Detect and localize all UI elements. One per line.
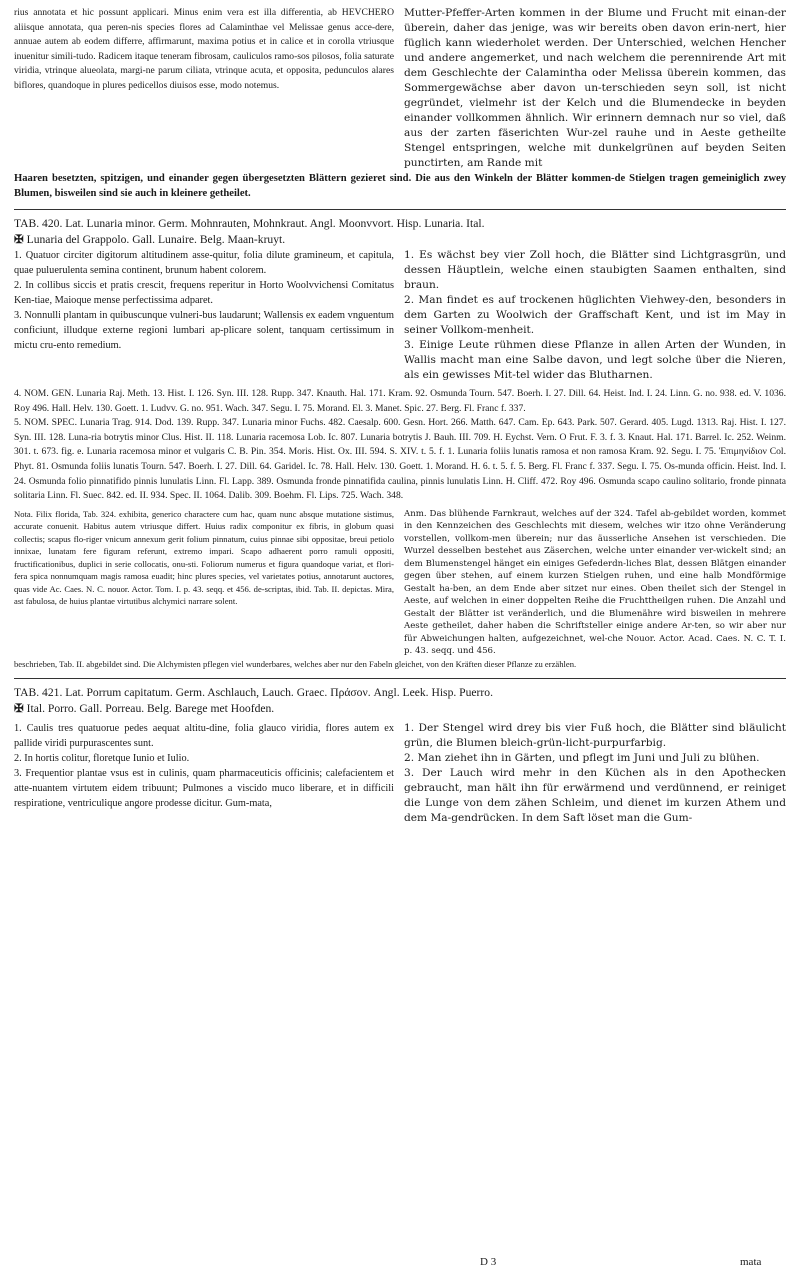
lat-para-2: 2. In hortis colitur, floretque Iunio et Iulio. <box>14 753 190 765</box>
tab-420-header-line2: ✠ Lunaria del Grappolo. Gall. Lunaire. Belg. Maan-kruyt. <box>14 233 286 246</box>
ger-para-3: 3. Der Lauch wird mehr in den Küchen als in den Apothecken gebraucht, man hält ihn für erwärmend und verdünnend, er reiniget die Lunge von dem zähen Schleim, und dienet im kurzen Athem und dem Ma-gendrücken. In dem Saft löset man die Gum- <box>404 767 786 825</box>
german-continuation: Mutter-Pfeffer-Arten kommen in der Blume und Frucht mit einan-der überein, daher das jenige, was wir bereits oben davon erin-nert, hier füglich kann wiederholet werden. Der Unterschied, welchen Hencher und andere angemerket, und nach welchem die perennirende Art mit dem Geschlechte der Calamintha oder Melissa überein kommen, das Sommergewächse aber davon un-terschieden seyn soll, ist nicht gegründet, vielmehr ist der Kelch und die Blumendecke in beyden einander vollkommen ähnlich. Wir erinnern demnach nur so viel, daß aus der zarten fäserichten Wur-zel rauhe und in Aeste getheilte Stengel entspringen, welche mit dunkelgrünen auf beyden Seiten punctirten, am Rande mit <box>404 7 786 169</box>
latin-continuation: rius annotata et hic possunt applicari. Minus enim vera est illa differentia, ab HEVCHERO aliisque annotata, qua peren-nis species flores ad Calaminthae vel Melissae genus acce-dere, annuae autem ab eodem differre, affirmarunt, maxima potius et in calice et in corolla vtriusque inuenitur simili-tudo. Radicem itaque teneram fibrosam, cauliculos ramo-sos pilosos, folia saturate viridia, vtrinque alueolata, margi-ne parum ciliata, vtrinque acuta, et opposita, pedunculos alares biflores, quandoque in plures pedicellos diuisos esse, modo notemus. <box>14 7 394 91</box>
tab-421-latin <box>14 721 394 826</box>
signature-mark: D 3 <box>480 1256 497 1268</box>
tab-421-header: TAB. 421. Lat. Porrum capitatum. Germ. Aschlauch, Lauch. Graec. Πράσον. Angl. Leek. Hisp. Puerro. <box>14 686 493 700</box>
nom-gen: 4. NOM. GEN. Lunaria Raj. Meth. 13. Hist. I. 126. Syn. III. 128. Rupp. 347. Knauth. Hal. 171. Kram. 92. Osmunda Tourn. 547. Boerh. I. 27. Dill. 64. Heist. Ind. I. 24. Linn. G. no. 938. ed. V. 1036. Roy 496. Hall. Helv. 130. Goett. 1. Ludvv. G. no. 951. Wach. 347. Segu. I. 75. Morand. El. 3. Manet. Spic. 27. Berg. Fl. Franc f. 337. <box>14 388 786 414</box>
tab-421-german <box>404 721 786 826</box>
ger-para-1: 1. Es wächst bey vier Zoll hoch, die Blätter sind Lichtgrasgrün, und dessen Häuptlein, welche einen staubigten Saamen enthalten, sind braun. <box>404 249 786 291</box>
tab-420-header: TAB. 420. Lat. Lunaria minor. Germ. Mohnrauten, Mohnkraut. Angl. Moonvvort. Hisp. Lunaria. Ital. <box>14 217 485 230</box>
nota-latin: Nota. Filix florida, Tab. 324. exhibita, generico charactere cum hac, quam nunc absque mutatione sistimus, accurate conuenit. Habitus autem vtriusque differt. Huius radix componitur ex fibris, in globum quasi collectis; scapus flo-riger vnicum annexum gerit folium pinnatum, cuius pinnae sibi oppositae, breui petiolo innixae, lunatam fere figuram referunt, extremo impari. Scapo adhaerent porro ramuli oppositi, fructificationibus, duplici in serie collocatis, onu-sti. Foliorum numerus et figura quandoque variat, et flori-fera spica nonnumquam magis ramosa euadit; hinc plures species, vel varietates potius, annotarunt auctores, quas vide Ac. Caes. N. C. nouor. Actor. Tom. I. p. 43. seqq. et 456. de-scriptas, ibid. Tab. II. depictas. Mira, ast fabulosa, de huius plantae virtutibus alchymici narrare solent. <box>14 508 394 607</box>
german-continuation-full-width: Haaren besetzten, spitzigen, und einander gegen übergesetzten Blättern gezieret sind. Die aus den Winkeln der Blätter kommen-de Stielgen tragen gemeiniglich zwey Blumen, bisweilen sind sie auch in kleinere getheilet. <box>14 173 786 199</box>
cross-icon: ✠ <box>14 233 27 246</box>
tab-421-columns <box>14 721 786 826</box>
tab-421-header-line2: ✠ Ital. Porro. Gall. Porreau. Belg. Barege met Hoofden. <box>14 702 275 716</box>
ger-para-1: 1. Der Stengel wird drey bis vier Fuß hoch, die Blätter sind bläulicht grün, die Blumen bleich-grün-licht-purpurfarbig. <box>404 722 786 750</box>
lat-para-2: 2. In collibus siccis et pratis crescit, frequens reperitur in Horto Woolvvichensi Comitatus Ken-tiae, Maioque mense perfectissima adparet. <box>14 280 394 306</box>
nom-spec: 5. NOM. SPEC. Lunaria Trag. 914. Dod. 139. Rupp. 347. Lunaria minor Fuchs. 482. Caesalp. 600. Gesn. Hort. 266. Matth. 647. Cam. Ep. 643. Park. 507. Gerard. 405. Lugd. 1313. Raj. Hist. I. 127. Syn. III. 128. Luna-ria botrytis minor Clus. Hist. II. 118. Lunaria racemosa Lob. Ic. 807. Lunaria botrytis J. Bauh. III. 709. H. Eychst. Vern. O Frut. F. 3. f. 3. Knaut. Hal. 171. Barrel. Ic. 252. Weinm. 301. t. 673. fig. e. Lunaria racemosa minor et vulgaris C. B. Pin. 354. Moris. Hist. Ox. III. 594. S. XIV. t. 5. f. 1. Lunaria foliis lunatis ramosa et non ramosa Kram. 92. Segu. I. 75. Ἐπιμηνίδιον Col. Phyt. 81. Osmunda foliis lunatis Tourn. 547. Boerh. I. 27. Dill. 64. Garidel. Ic. 78. Hall. Helv. 130. Goett. 1. Morand. H. 6. t. 5. f. 5. Berg. Fl. Franc f. 337. Segu. I. 75. Os-munda officin. Heist. Ind. I. 24. Osmunda folio pinnatifido pinnis lunulatis Linn. Fl. Lapp. 389. Osmunda fronde pinnatifida caulina, pinnis lunulatis Linn. H. Cliff. 472. Roy 496. Osmunda scapo caulino solitario, fronde pinnata solitaria Linn. Fl. Suec. 842. ed. II. 934. Spec. II. 1064. Dalib. 309. Boehm. Fl. Lips. 725. Wach. 348. <box>14 417 786 502</box>
anm-german-continuation: beschrieben, Tab. II. abgebildet sind. Die Alchymisten pflegen viel wunderbares, welches aber nur den Fabeln gleichet, von den Kräften dieser Pflanze zu erzählen. <box>14 658 577 669</box>
lat-para-1: 1. Caulis tres quatuorue pedes aequat altitu-dine, folia glauco viridia, flores autem ex pallide viridi purpurascentes sunt. <box>14 723 394 750</box>
tab-420-columns <box>14 248 786 383</box>
lat-para-1: 1. Quatuor circiter digitorum altitudinem asse-quitur, folia dilute gramineum, et capitula, quae puluerulenta semina continent, brunum habent colorem. <box>14 250 394 276</box>
divider <box>14 209 786 210</box>
ger-para-2: 2. Man ziehet ihn in Gärten, und pflegt im Juni und Juli zu blühen. <box>404 752 760 765</box>
notes-columns <box>14 508 786 658</box>
ger-para-3: 3. Einige Leute rühmen diese Pflanze in allen Arten der Wunden, in Wallis macht man eine Salbe davon, und legt solche über die Nieren, als ein gewisses Mit-tel wider das Blutharnen. <box>404 339 786 381</box>
tab-420-german <box>404 248 786 383</box>
cross-icon: ✠ <box>14 702 27 716</box>
lat-para-3: 3. Frequentior plantae vsus est in culinis, quam pharmaceuticis officinis; calefacientem et atte-nuantem virtutem eidem tribuunt; Pulmones a viscido muco liberare, et in difficili respiratione, ventriculique angore prodesse dicitur. Gum-mata, <box>14 768 394 810</box>
ger-para-2: 2. Man findet es auf trockenen hüglichten Viehwey-den, besonders in dem Garten zu Woolwich der Graffschaft Kent, und ist im May in seiner Vollkom-menheit. <box>404 294 786 336</box>
catchword: mata <box>740 1256 762 1268</box>
divider <box>14 678 786 679</box>
book-page <box>14 6 786 826</box>
lat-para-3: 3. Nonnulli plantam in quibuscunque vulneri-bus laudarunt; Wallensis ex eadem vnguentum conficiunt, illudque externe regioni lumbari ap-plicare solent, tanquam certissimum in mictu cru-ento remedium. <box>14 310 394 351</box>
top-section <box>14 6 786 171</box>
anm-german: Anm. Das blühende Farnkraut, welches auf der 324. Tafel ab-gebildet worden, kommet in den Kennzeichen des Geschlechts mit diesem, welches wir itzo ohne Veränderung vorstellen, vollkom-men überein; nur das äusserliche Ansehen ist verschieden. Die Wurzel desselben bestehet aus Zäserchen, welche unter einander ver-wickelt sind; an dem Blumenstengel hänget ein einiges Gefederdn-liches Blat, dessen Blätgen einander gegen über stehen, auf einem kurzen Stielgen ruhen, und eine halb Mondförmige Gestalt ha-ben, an dem Ende aber sitzet nur eines. Oben theilet sich der Stengel in Aeste, auf welchen in einer doppelten Reihe die Fruchttheilgen ruhen. Die Anzahl und Gestalt der Blätter ist veränderlich, und die Blumenähre wird bisweilen in mehrere Aeste getheilet, daher haben die Schriftsteller einige andere Ar-ten, so wir aber nur für Abweichungen halten, aufgezeichnet, wel-che Nouor. Actor. Acad. Caes. N. C. T. I. p. 43. seqq. und 456. <box>404 508 786 657</box>
tab-420-latin <box>14 248 394 383</box>
